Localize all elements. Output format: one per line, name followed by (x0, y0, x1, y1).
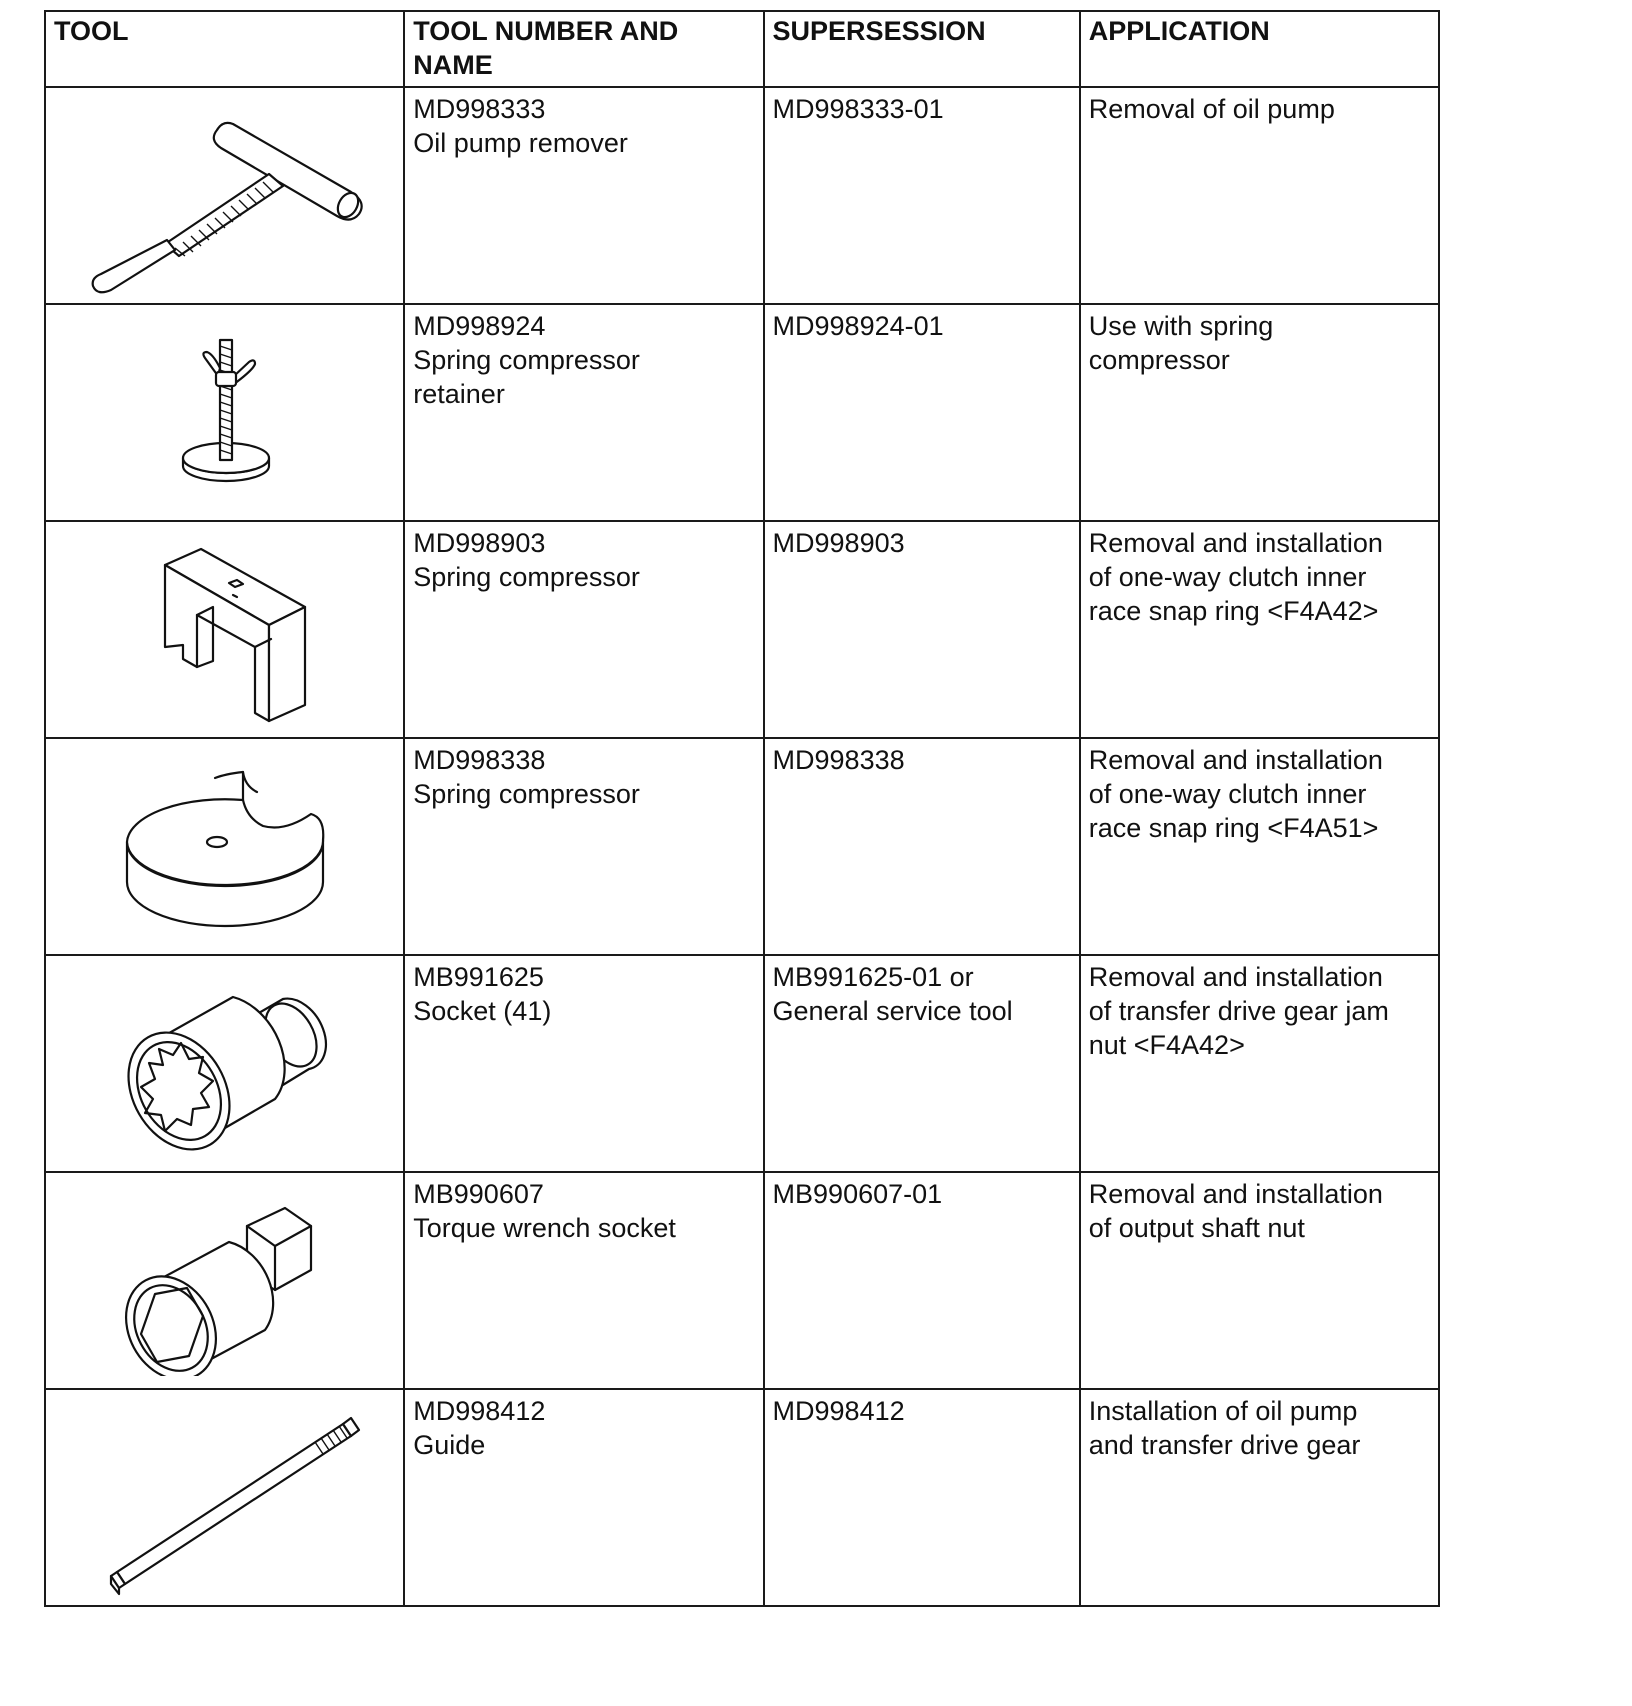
spring-compressor-bracket-icon (125, 535, 325, 725)
socket-41-icon (115, 969, 335, 1159)
supersession-text: MB991625-01 or (772, 962, 974, 992)
tool-name: Oil pump remover (413, 128, 628, 158)
tool-name-line: retainer (413, 379, 505, 409)
application-cell (1080, 304, 1439, 521)
application-text: Removal and installation (1088, 745, 1383, 775)
application-text: of transfer drive gear jam (1088, 996, 1389, 1026)
application-text: race snap ring <F4A42> (1088, 596, 1379, 626)
supersession-cell (764, 1172, 1080, 1389)
oil-pump-remover-icon (75, 96, 375, 296)
table-body (45, 87, 1439, 1606)
tool-image-cell (45, 304, 404, 521)
tool-image-cell (45, 738, 404, 955)
header-row (45, 11, 1439, 87)
tool-number-cell (404, 955, 763, 1172)
tool-image-cell (45, 87, 404, 304)
application-text: Removal and installation (1088, 1179, 1383, 1209)
header-application: APPLICATION (1080, 11, 1439, 87)
torque-wrench-socket-icon (115, 1186, 335, 1376)
application-text: of output shaft nut (1088, 1213, 1305, 1243)
application-text: nut <F4A42> (1088, 1030, 1245, 1060)
table-row (45, 87, 1439, 304)
application-text: Removal and installation (1088, 962, 1383, 992)
supersession-cell (764, 304, 1080, 521)
application-text: race snap ring <F4A51> (1088, 813, 1379, 843)
supersession-text: MD998338 (772, 745, 905, 775)
supersession-text: General service tool (772, 996, 1013, 1026)
table-row (45, 1389, 1439, 1606)
table-row (45, 738, 1439, 955)
tool-image-cell (45, 1172, 404, 1389)
supersession-text: MD998903 (772, 528, 905, 558)
header-supersession: SUPERSESSION (764, 11, 1080, 87)
supersession-cell (764, 87, 1080, 304)
table-row (45, 1172, 1439, 1389)
spring-compressor-retainer-icon (125, 318, 325, 508)
table-header (45, 11, 1439, 87)
tool-number-cell (404, 87, 763, 304)
application-text: and transfer drive gear (1088, 1430, 1361, 1460)
application-text: of one-way clutch inner (1088, 562, 1367, 592)
tool-number-cell (404, 738, 763, 955)
tool-name: Socket (41) (413, 996, 552, 1026)
header-number-line-1: TOOL NUMBER AND (413, 16, 679, 46)
tool-number: MD998412 (413, 1396, 546, 1426)
application-cell (1080, 521, 1439, 738)
supersession-cell (764, 738, 1080, 955)
spring-compressor-disc-icon (115, 752, 335, 942)
table-row (45, 955, 1439, 1172)
table-row (45, 521, 1439, 738)
tool-name: Spring compressor (413, 779, 640, 809)
tool-name: Spring compressor (413, 562, 640, 592)
application-cell (1080, 1172, 1439, 1389)
tool-name-line: Spring compressor (413, 345, 640, 375)
tool-number: MB990607 (413, 1179, 544, 1209)
tool-number: MD998924 (413, 311, 546, 341)
application-text: compressor (1088, 345, 1230, 375)
tool-number-cell (404, 1389, 763, 1606)
application-text: of one-way clutch inner (1088, 779, 1367, 809)
header-tool: TOOL (45, 11, 404, 87)
tool-number: MD998338 (413, 745, 546, 775)
tool-number-cell (404, 521, 763, 738)
tool-number: MB991625 (413, 962, 544, 992)
supersession-text: MB990607-01 (772, 1179, 943, 1209)
table-row (45, 304, 1439, 521)
header-tool-number-and-name (404, 11, 763, 87)
application-text: Use with spring (1088, 311, 1274, 341)
application-cell (1080, 87, 1439, 304)
application-text: Removal of oil pump (1088, 94, 1335, 124)
special-tools-table (44, 10, 1440, 1607)
supersession-text: MD998333-01 (772, 94, 944, 124)
application-text: Installation of oil pump (1088, 1396, 1358, 1426)
application-cell (1080, 955, 1439, 1172)
tool-image-cell (45, 521, 404, 738)
tool-number: MD998903 (413, 528, 546, 558)
application-cell (1080, 738, 1439, 955)
application-cell (1080, 1389, 1439, 1606)
supersession-cell (764, 521, 1080, 738)
tool-name: Guide (413, 1430, 486, 1460)
tool-image-cell (45, 1389, 404, 1606)
tool-number: MD998333 (413, 94, 546, 124)
supersession-text: MD998924-01 (772, 311, 944, 341)
tool-name: Torque wrench socket (413, 1213, 676, 1243)
tool-image-cell (45, 955, 404, 1172)
guide-rod-icon (75, 1398, 375, 1598)
header-number-line-2: NAME (413, 50, 493, 80)
tool-number-cell (404, 304, 763, 521)
supersession-cell (764, 955, 1080, 1172)
tool-number-cell (404, 1172, 763, 1389)
supersession-cell (764, 1389, 1080, 1606)
supersession-text: MD998412 (772, 1396, 905, 1426)
application-text: Removal and installation (1088, 528, 1383, 558)
